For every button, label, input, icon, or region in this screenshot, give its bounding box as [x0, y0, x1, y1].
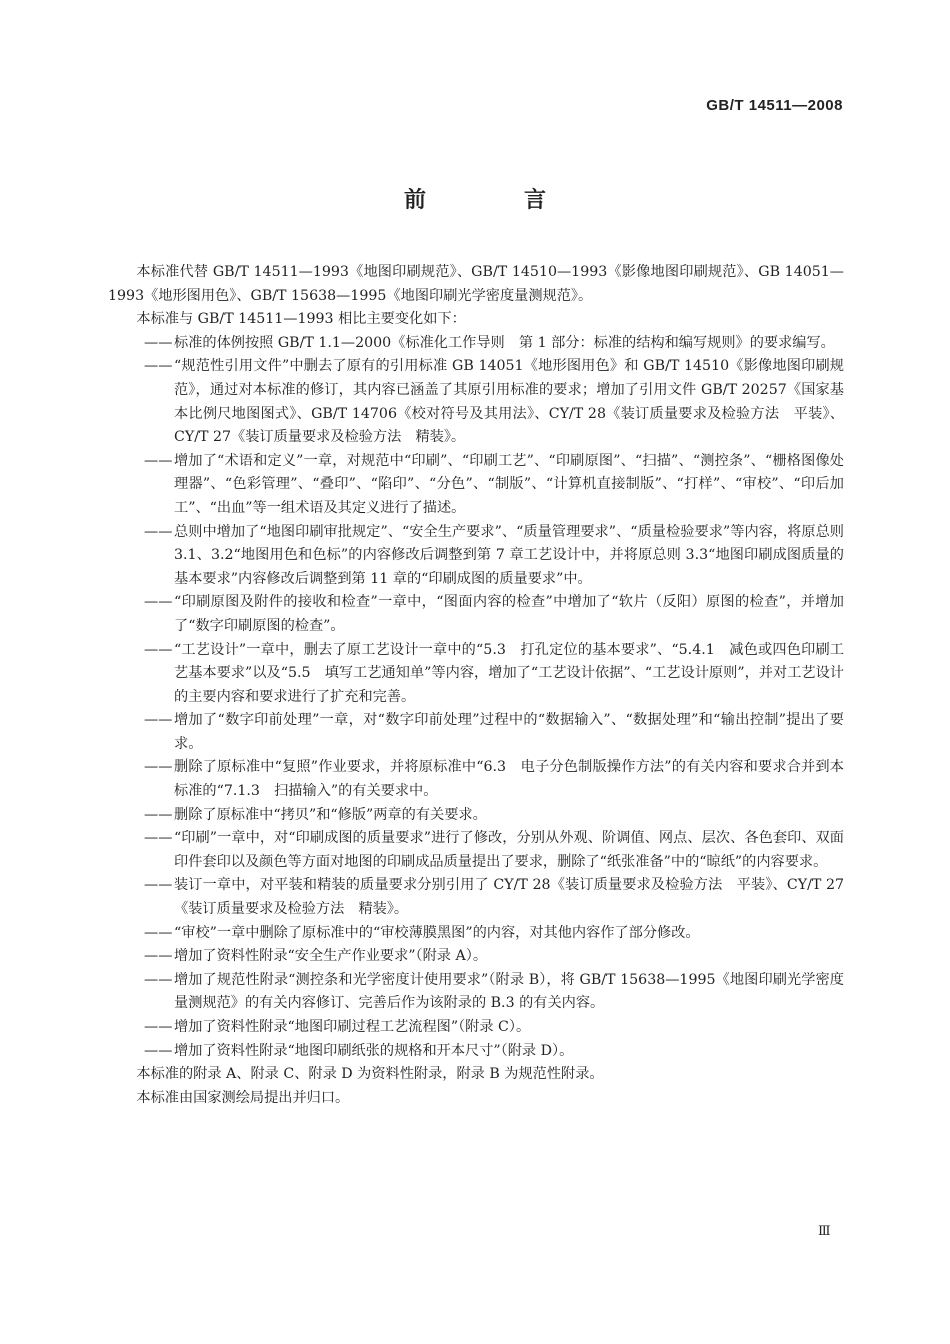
dash-mark: —— [144, 806, 173, 823]
dash-mark: —— [144, 948, 173, 965]
dash-mark: —— [144, 1042, 173, 1059]
dash-mark: —— [144, 358, 173, 375]
change-item [108, 332, 844, 356]
dash-mark: —— [144, 594, 173, 611]
change-text: 增加了规范性附录“测控条和光学密度计使用要求”（附录 B），将 GB/T 15638—1995《地图印刷光学密度量测规范》的有关内容修订、完善后作为该附录的 B.3 的有关内容。 [174, 971, 844, 1012]
change-text: 装订一章中，对平装和精装的质量要求分别引用了 CY/T 28《装订质量要求及检验方法 平装》、CY/T 27《装订质量要求及检验方法 精装》。 [174, 877, 844, 918]
intro-paragraph: 本标准与 GB/T 14511—1993 相比主要变化如下： [136, 311, 466, 328]
change-text: 删除了原标准中“拷贝”和“修版”两章的有关要求。 [174, 806, 487, 823]
dash-mark: —— [144, 712, 173, 729]
dash-mark: —— [144, 759, 173, 776]
change-item [108, 756, 844, 803]
closing-paragraph: 本标准的附录 A、附录 C、附录 D 为资料性附录，附录 B 为规范性附录。 [136, 1066, 604, 1083]
change-text: “印刷”一章中，对“印刷成图的质量要求”进行了修改，分别从外观、阶调值、网点、层次、各色套印、双面印件套印以及颜色等方面对地图的印刷成品质量提出了要求，删除了“纸张准备”中的“晾纸”的内容要求。 [174, 830, 844, 870]
change-text: 标准的体例按照 GB/T 1.1—2000《标准化工作导则 第 1 部分：标准的结构和编写规则》的要求编写。 [174, 334, 835, 351]
dash-mark: —— [144, 1019, 173, 1035]
change-item [108, 1040, 844, 1064]
page-number: Ⅲ [818, 1224, 831, 1239]
change-text: 增加了“术语和定义”一章，对规范中“印刷”、“印刷工艺”、“印刷原图”、“扫描”、“测控条”、“栅格图像处理器”、“色彩管理”、“叠印”、“陷印”、“分色”、“制版”、“计算机直接制版”、“打样”、“审校”、“印后加工”、“出血”等一组术语及其定义进行了描述。 [174, 452, 844, 516]
change-text: 删除了原标准中“复照”作业要求，并将原标准中“6.3 电子分色制版操作方法”的有关内容和要求合并到本标准的“7.1.3 扫描输入”的有关要求中。 [174, 759, 844, 800]
dash-mark: —— [144, 641, 173, 658]
closing-paragraph: 本标准由国家测绘局提出并归口。 [136, 1089, 350, 1106]
change-item [108, 804, 844, 828]
change-text: “印刷原图及附件的接收和检查”一章中，“图面内容的检查”中增加了“软片（反阳）原图的检查”，并增加了“数字印刷原图的检查”。 [174, 594, 844, 634]
foreword-body [108, 261, 844, 1110]
change-text: “工艺设计”一章中，删去了原工艺设计一章中的“5.3 打孔定位的基本要求”、“5.4.1 减色或四色印刷工艺基本要求”以及“5.5 填写工艺通知单”等内容，增加了“工艺设计依据”、“工艺设计原则”，并对工艺设计的主要内容和要求进行了扩充和完善。 [174, 641, 844, 705]
dash-mark: —— [144, 830, 173, 847]
change-item [108, 355, 844, 449]
change-text: 增加了资料性附录“安全生产作业要求”（附录 A）。 [174, 948, 488, 965]
dash-mark: —— [144, 452, 173, 469]
change-item [108, 521, 844, 592]
dash-mark: —— [144, 334, 173, 351]
change-item [108, 1016, 844, 1040]
change-item [108, 450, 844, 521]
change-item [108, 827, 844, 874]
change-item [108, 591, 844, 638]
change-text: 总则中增加了“地图印刷审批规定”、“安全生产要求”、“质量管理要求”、“质量检验要求”等内容，将原总则 3.1、3.2“地图用色和色标”的内容修改后调整到第 7 章工艺设计中，并将原总则 3.3“地图印刷成图质量的基本要求”内容修改后调整到第 11 章的“印刷成图的质量要求”中。 [174, 523, 844, 587]
change-item [108, 969, 844, 1016]
change-text: 增加了资料性附录“地图印刷过程工艺流程图”（附录 C）。 [174, 1019, 531, 1035]
intro-paragraph: 本标准代替 GB/T 14511—1993《地图印刷规范》、GB/T 14510—1993《影像地图印刷规范》、GB 14051—1993《地形图用色》、GB/T 15638—1995《地图印刷光学密度量测规范》。 [108, 264, 844, 304]
change-item [108, 945, 844, 969]
change-item [108, 922, 844, 946]
change-item [108, 874, 844, 921]
dash-mark: —— [144, 924, 173, 941]
dash-mark: —— [144, 971, 173, 988]
dash-mark: —— [144, 523, 173, 540]
change-text: “规范性引用文件”中删去了原有的引用标准 GB 14051《地形图用色》和 GB/T 14510《影像地图印刷规范》，通过对本标准的修订，其内容已涵盖了其原引用标准的要求；增加了引用文件 GB/T 20257《国家基本比例尺地图图式》、GB/T 14706《校对符号及其用法》、CY/T 28《装订质量要求及检验方法 平装》、CY/T 27《装订质量要求及检验方法 精装》。 [174, 358, 844, 446]
change-item [108, 639, 844, 710]
change-text: 增加了“数字印前处理”一章，对“数字印前处理”过程中的“数据输入”、“数据处理”和“输出控制”提出了要求。 [174, 712, 844, 752]
standard-code: GB/T 14511—2008 [706, 97, 843, 114]
change-item [108, 709, 844, 756]
change-text: 增加了资料性附录“地图印刷纸张的规格和开本尺寸”（附录 D）。 [174, 1042, 574, 1059]
dash-mark: —— [144, 877, 173, 894]
page-title: 前 言 [403, 188, 584, 213]
change-text: “审校”一章中删除了原标准中的“审校薄膜黑图”的内容，对其他内容作了部分修改。 [174, 924, 700, 941]
